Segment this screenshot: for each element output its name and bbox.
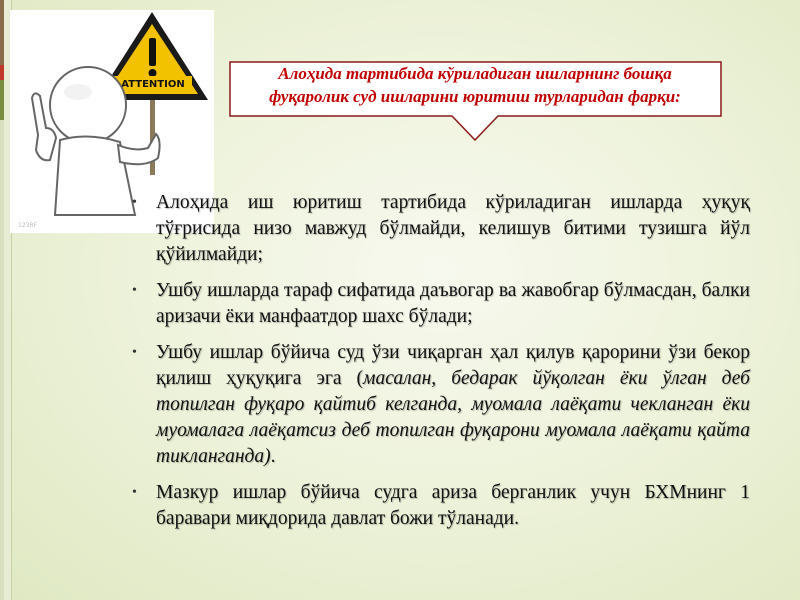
bullet-item-3 <box>118 340 750 470</box>
bullet-text: Мазкур ишлар бўйича судга ариза берганлик учун БХМнинг 1 баравари миқдорида давлат божи тўланади. <box>156 482 750 529</box>
bullet-tail: . <box>270 446 276 467</box>
bullet-text: Ушбу ишларда тараф сифатида даъвогар ва жавобгар бўлмасдан, балки аризачи ёки манфаатдор шахс бўлади; <box>156 280 750 327</box>
callout-banner <box>228 60 723 142</box>
bullet-marker: • <box>132 195 137 210</box>
bullet-marker: • <box>132 485 137 500</box>
bullet-marker: • <box>132 345 137 360</box>
sign-text: ATTENTION <box>121 79 185 90</box>
bullet-text: Алоҳида иш юритиш тартибида кўриладиган ишларда ҳуқуқ тўғрисида низо мавжуд бўлмайди, келишув битими тузишга йўл қўйилмайди; <box>156 192 750 265</box>
left-accent-stripe <box>0 0 4 600</box>
bullet-text: Ушбу ишлар бўйича суд ўзи чиқарган ҳал қилув қарорини ўзи бекор қилиш ҳуқуқига эга ( <box>156 342 750 389</box>
bullet-list <box>118 190 750 542</box>
bullet-item-1 <box>118 190 750 268</box>
bullet-item-4 <box>118 480 750 532</box>
bullet-italic-example: масалан, бедарак йўқолган ёки ўлган деб топилган фуқаро қайтиб келганда, муомала лаёқати чекланган ёки муомалага лаёқатсиз деб топилган фуқарони муомала лаёқати қайта тикланганда) <box>156 368 750 467</box>
bullet-item-2 <box>118 278 750 330</box>
bullet-marker: • <box>132 283 137 298</box>
svg-text:123RF: 123RF <box>18 222 38 229</box>
callout-title: Алоҳида тартибида кўриладиган ишларнинг бошқа фуқаролик суд ишларини юритиш турларидан фарқи: <box>269 64 681 106</box>
